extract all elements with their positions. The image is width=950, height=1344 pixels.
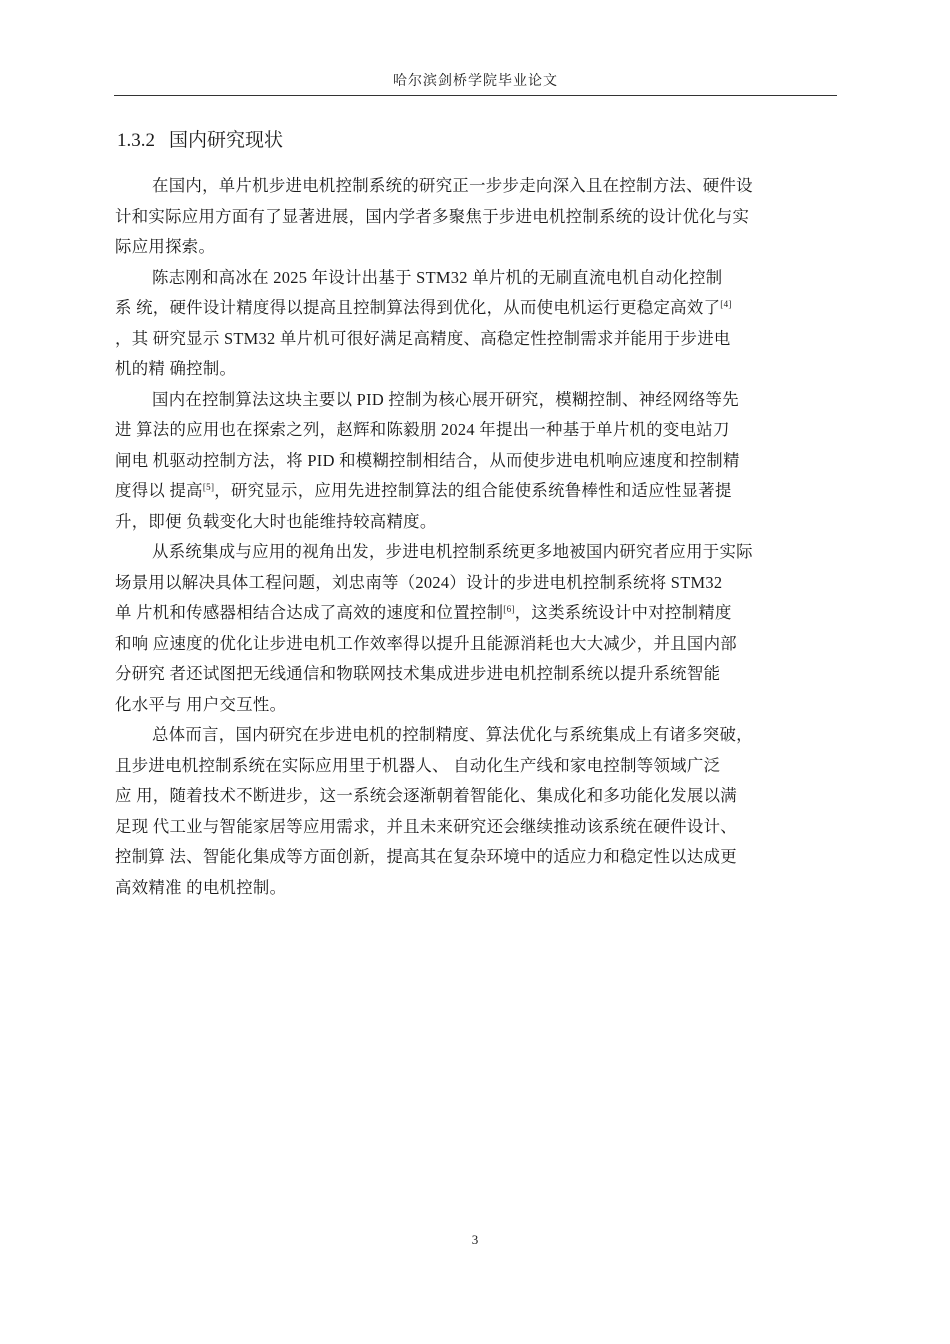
text-line: 场景用以解决具体工程问题，刘忠南等（2024）设计的步进电机控制系统将 STM32 (115, 572, 723, 592)
text-line: 应 用，随着技术不断进步，这一系统会逐渐朝着智能化、集成化和多功能化发展以满 (115, 786, 737, 805)
text-line: 闸电 机驱动控制方法，将 PID 和模糊控制相结合，从而使步进电机响应速度和控制精 (115, 450, 740, 470)
section-heading (117, 127, 283, 155)
text-line: 升，即便 负载变化大时也能维持较高精度。 (115, 511, 437, 531)
section-number: 1.3.2 (117, 130, 155, 151)
citation-ref[interactable]: [6] (503, 604, 515, 614)
section-title: 国内研究现状 (169, 130, 284, 151)
text-line: 分研究 者还试图把无线通信和物联网技术集成进步进电机控制系统以提升系统智能 (115, 664, 721, 683)
text-line: 计和实际应用方面有了显著进展，国内学者多聚焦于步进电机控制系统的设计优化与实 (115, 206, 750, 226)
text-segment: ，这类系统设计中对控制精度 (514, 603, 732, 622)
paragraph-1 (115, 171, 837, 263)
text-line: 足现 代工业与智能家居等应用需求，并且未来研究还会继续推动该系统在硬件设计、 (115, 816, 737, 836)
citation-ref[interactable]: [4] (720, 299, 732, 309)
text-line: ，其 研究显示 STM32 单片机可很好满足高精度、高稳定性控制需求并能用于步进电 (115, 328, 731, 348)
body-text (115, 171, 837, 903)
text-line (115, 476, 837, 507)
text-line: 陈志刚和高冰在 2025 年设计出基于 STM32 单片机的无刷直流电机自动化控制 (152, 267, 723, 287)
text-line: 在国内，单片机步进电机控制系统的研究正一步步走向深入且在控制方法、硬件设 (152, 176, 753, 195)
text-line: 进 算法的应用也在探索之列，赵辉和陈毅朋 2024 年提出一种基于单片机的变电站刀 (115, 420, 730, 439)
text-segment: 系 统，硬件设计精度得以提高且控制算法得到优化，从而使电机运行更稳定高效了 (115, 298, 721, 317)
citation-ref[interactable]: [5] (202, 482, 215, 492)
header-divider (114, 95, 837, 96)
text-line (115, 598, 837, 629)
running-header: 哈尔滨剑桥学院毕业论文 (393, 74, 558, 89)
text-segment: 单 片机和传感器相结合达成了高效的速度和位置控制 (115, 603, 504, 622)
paragraph-4 (115, 537, 837, 720)
text-segment: 度得以 提高 (115, 481, 203, 500)
page-number: 3 (471, 1232, 479, 1247)
text-line: 机的精 确控制。 (115, 359, 237, 378)
text-line: 控制算 法、智能化集成等方面创新，提高其在复杂环境中的适应力和稳定性以达成更 (115, 847, 737, 866)
text-line: 从系统集成与应用的视角出发，步进电机控制系统更多地被国内研究者应用于实际 (152, 542, 753, 561)
text-line: 和响 应速度的优化让步进电机工作效率得以提升且能源消耗也大大减少，并且国内部 (115, 633, 737, 653)
paragraph-5 (115, 720, 837, 903)
text-line: 且步进电机控制系统在实际应用里于机器人、 自动化生产线和家电控制等领域广泛 (115, 755, 721, 775)
text-line: 国内在控制算法这块主要以 PID 控制为核心展开研究，模糊控制、神经网络等先 (152, 389, 739, 409)
paragraph-3 (115, 385, 837, 538)
paragraph-2 (115, 263, 837, 385)
text-line (115, 293, 837, 324)
text-line: 总体而言，国内研究在步进电机的控制精度、算法优化与系统集成上有诸多突破， (152, 725, 753, 744)
text-line: 际应用探索。 (115, 237, 216, 256)
text-line: 高效精准 的电机控制。 (115, 877, 287, 897)
text-segment: ，研究显示，应用先进控制算法的组合能使系统鲁棒性和适应性显著提 (214, 481, 732, 500)
text-line: 化水平与 用户交互性。 (115, 694, 287, 714)
